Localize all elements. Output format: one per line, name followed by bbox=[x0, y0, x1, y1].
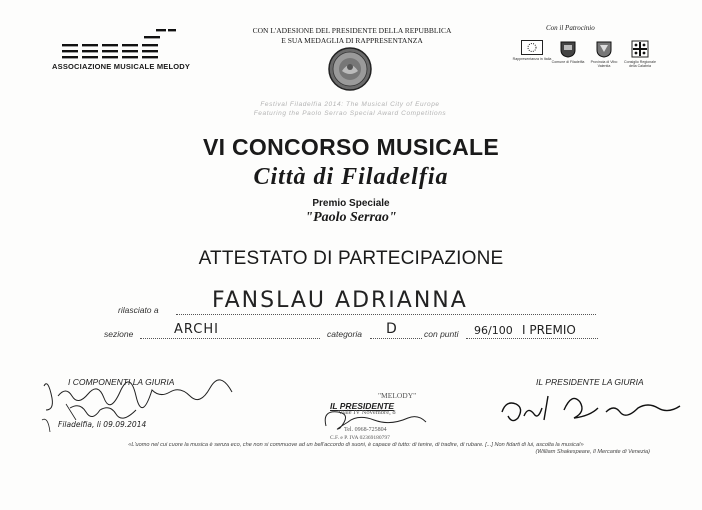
patron-regione bbox=[620, 40, 660, 68]
punti-value: 96/100 bbox=[474, 324, 513, 337]
contest-title: VI CONCORSO MUSICALE bbox=[202, 134, 500, 160]
patron-caption: Consiglio Regionale della Calabria bbox=[624, 60, 656, 69]
categoria-value: D bbox=[386, 321, 397, 337]
comune-crest-icon bbox=[560, 40, 576, 58]
premio-name: "Paolo Serrao" bbox=[305, 210, 397, 225]
presidente-giuria-label: IL PRESIDENTE LA GIURIA bbox=[536, 377, 644, 387]
stamp-address: Viale IV Novembre, 8 bbox=[338, 409, 396, 416]
quote-text: «L'uomo nel cui cuore la musica è senza eco, che non si commuove ad un bell'accordo di suoni, è capace di tutto: di tenire, di tradire, di rubare. [...] Non fidarti di lui, ascolta la musica!» bbox=[128, 442, 584, 448]
melody-logo-icon bbox=[56, 26, 176, 60]
rilasciato-line bbox=[176, 314, 596, 315]
sezione-line bbox=[140, 338, 320, 339]
adesione-text bbox=[230, 26, 474, 46]
rilasciato-label: rilasciato a bbox=[118, 305, 159, 315]
patron-logos bbox=[512, 40, 662, 80]
medal-seal-icon bbox=[327, 46, 373, 92]
shakespeare-quote bbox=[56, 442, 656, 456]
patron-comune bbox=[548, 40, 588, 64]
patron-caption: Rappresentanza in Italia bbox=[512, 57, 552, 61]
sezione-label: sezione bbox=[104, 329, 134, 339]
recipient-name: FANSLAU ADRIANNA bbox=[212, 288, 468, 313]
presidente-signature bbox=[318, 404, 438, 434]
patron-provincia bbox=[584, 40, 624, 68]
sezione-value: ARCHI bbox=[174, 322, 219, 337]
premio-value: I PREMIO bbox=[522, 323, 576, 337]
patron-eu bbox=[512, 40, 552, 61]
provincia-crest-icon bbox=[596, 40, 612, 58]
eu-flag-icon bbox=[521, 40, 543, 55]
regione-crest-icon bbox=[631, 40, 649, 58]
punti-label: con punti bbox=[424, 329, 459, 339]
punti-line bbox=[466, 338, 598, 339]
presidente-label: IL PRESIDENTE bbox=[330, 401, 395, 411]
association-logo bbox=[52, 26, 191, 72]
stamp-phone: Tel. 0968-725804 bbox=[344, 427, 387, 433]
luogo-data: Filadelfia, li 09.09.2014 bbox=[58, 420, 147, 429]
patron-caption: Comune di Filadelfia bbox=[551, 60, 585, 64]
stamp-name: "MELODY" bbox=[378, 391, 417, 400]
patron-caption: Provincia di Vibo Valentia bbox=[590, 60, 618, 69]
adesione-line-2: E SUA MEDAGLIA DI RAPPRESENTANZA bbox=[281, 36, 423, 45]
festival-line-2: Featuring the Paolo Serrao Special Award Competitions bbox=[253, 110, 447, 117]
premio-label: Premio Speciale bbox=[312, 198, 390, 209]
association-name: ASSOCIAZIONE MUSICALE MELODY bbox=[52, 62, 191, 71]
patrocinio-label: Con il Patrocinio bbox=[546, 24, 595, 32]
certificate-heading: ATTESTATO DI PARTECIPAZIONE bbox=[198, 248, 504, 269]
giuria-label: I COMPONENTI LA GIURIA bbox=[68, 377, 175, 387]
festival-line-1: Festival Filadelfia 2014: The Musical City of Europe bbox=[260, 101, 440, 108]
presidente-giuria-signature bbox=[498, 386, 682, 430]
contest-city: Città di Filadelfia bbox=[253, 164, 449, 190]
adesione-line-1: CON L'ADESIONE DEL PRESIDENTE DELLA REPUBBLICA bbox=[252, 26, 452, 35]
quote-source: (William Shakespeare, Il Mercante di Venezia) bbox=[535, 449, 650, 455]
categoria-label: categoria bbox=[327, 329, 362, 339]
categoria-line bbox=[370, 338, 422, 339]
stamp-vat: C.F. e P. IVA 02369180797 bbox=[330, 435, 390, 441]
